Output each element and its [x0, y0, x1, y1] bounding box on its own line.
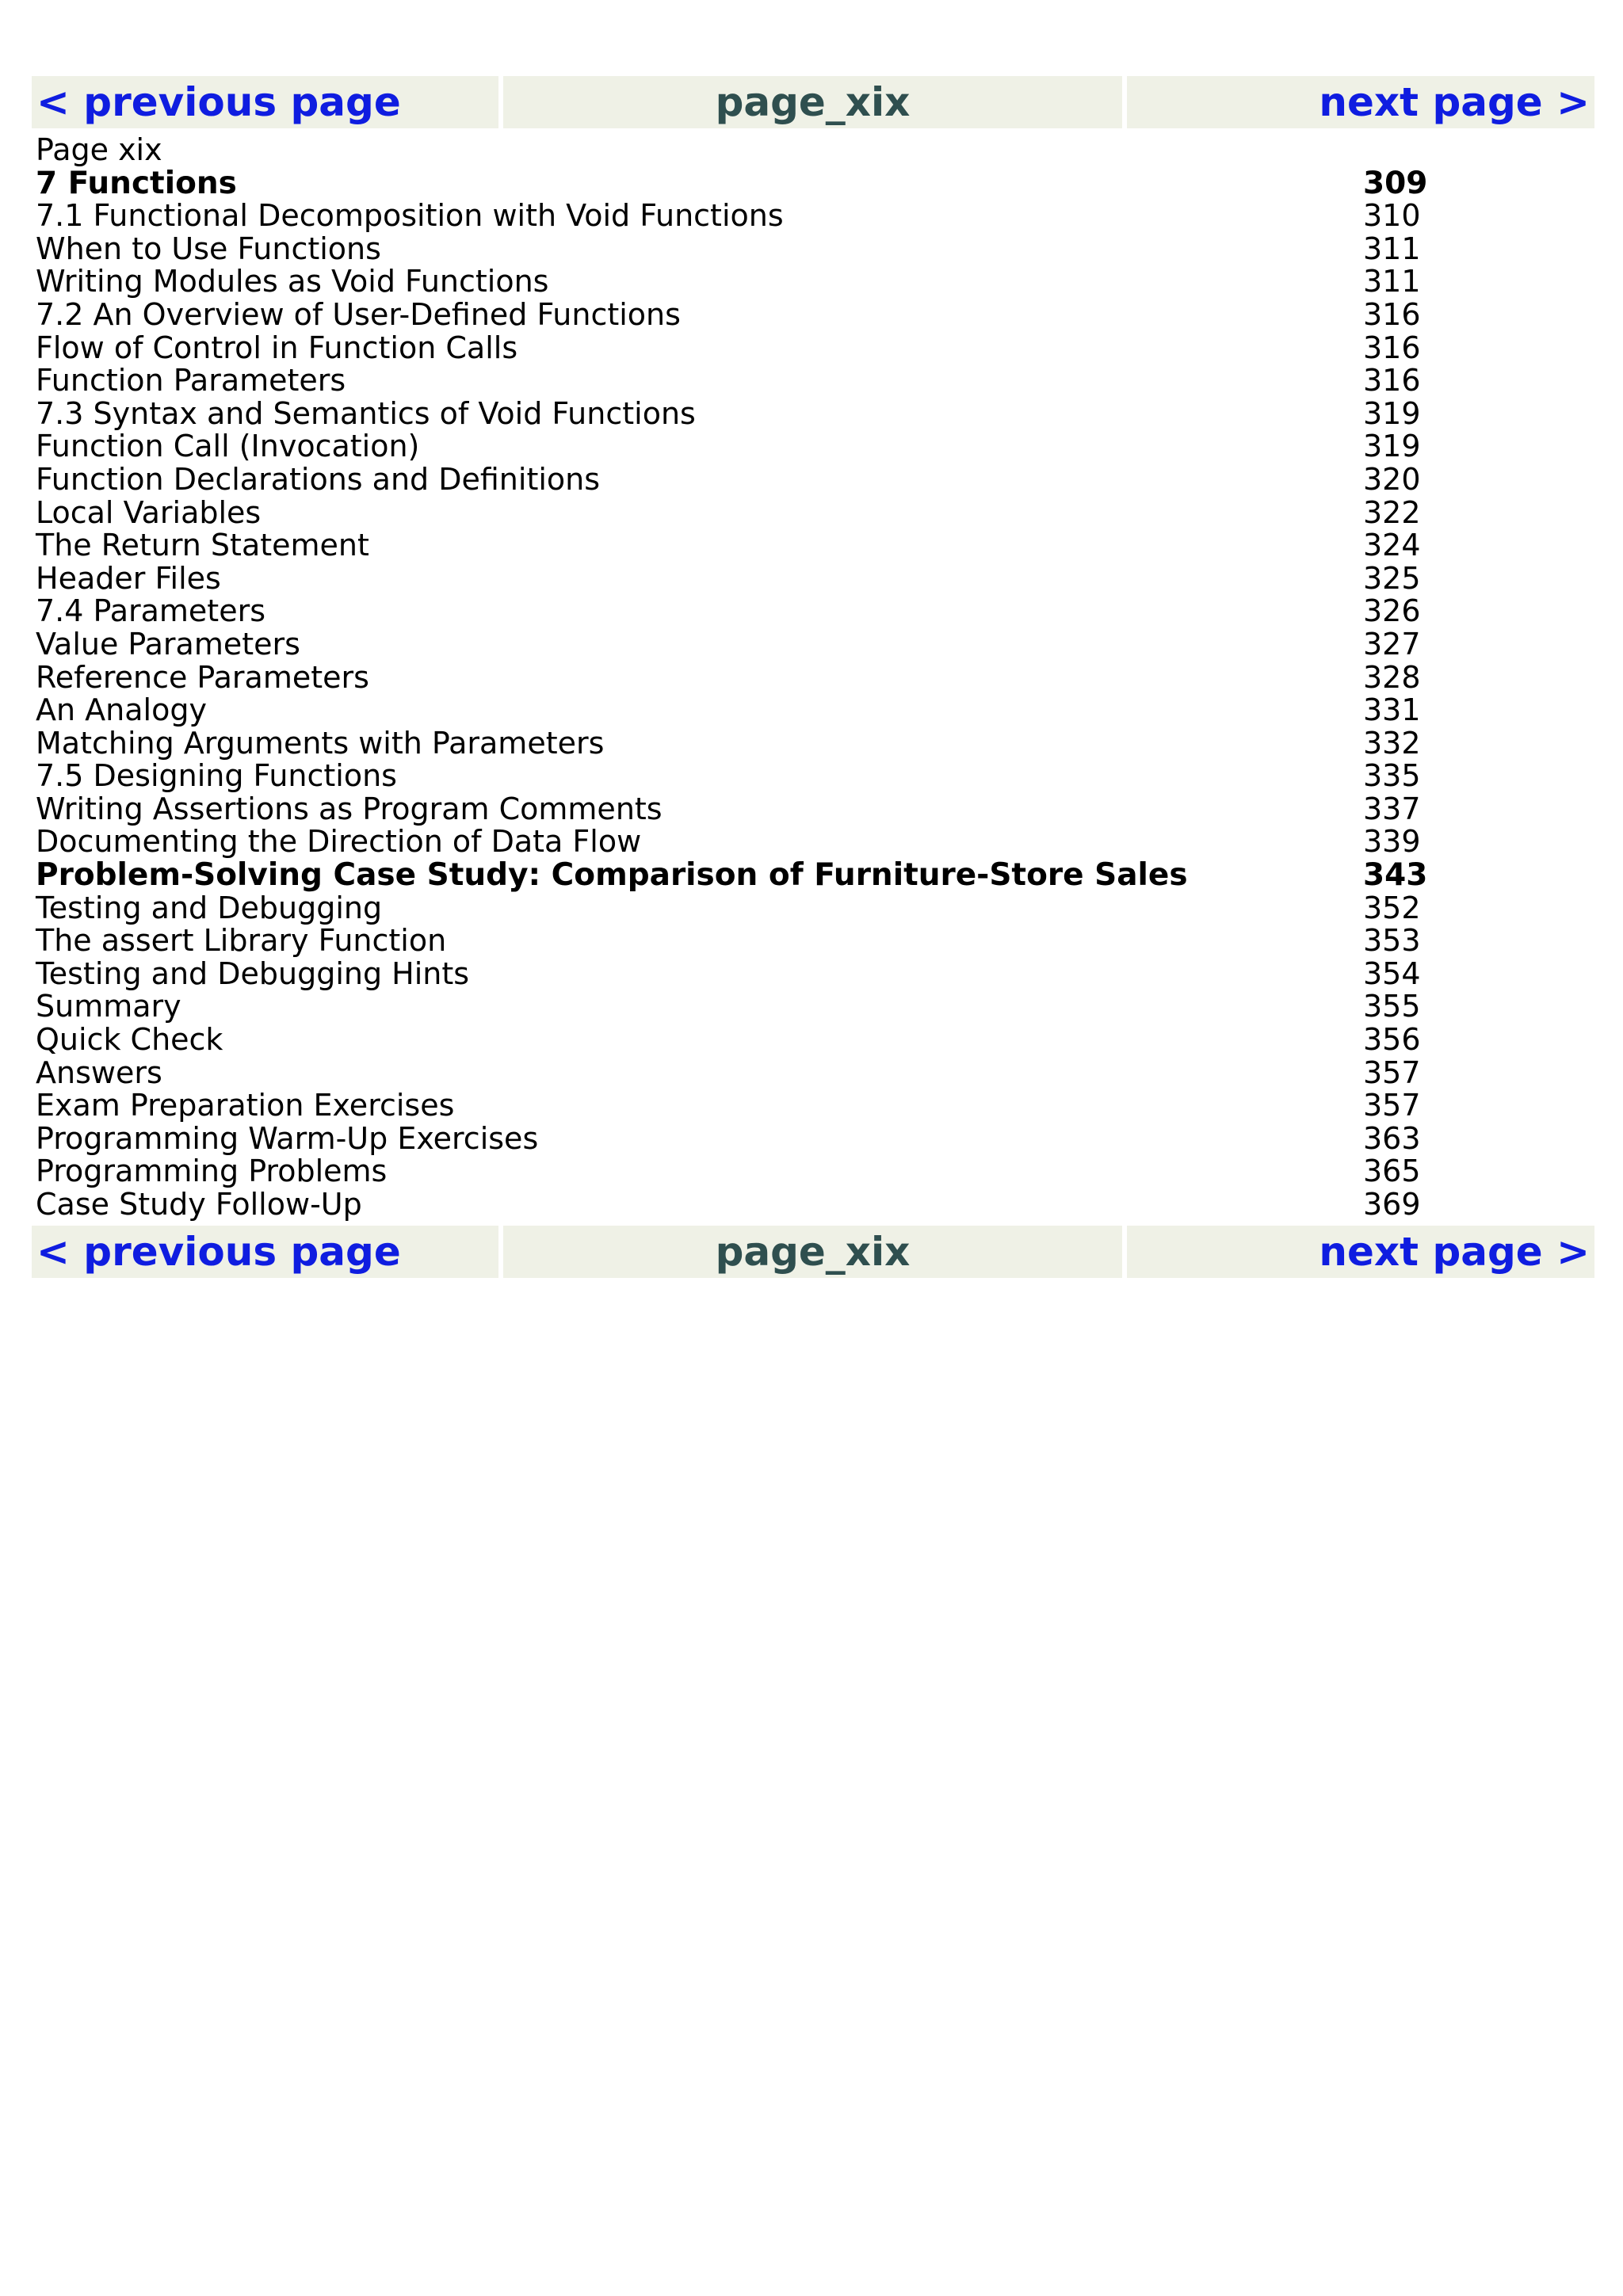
toc-entry-title: Flow of Control in Function Calls — [36, 330, 518, 365]
toc-entry-title: 7.2 An Overview of User-Defined Functions — [36, 296, 681, 332]
toc-entry — [36, 332, 1573, 365]
toc-entry — [36, 1089, 1573, 1123]
previous-page-link[interactable]: < previous page — [36, 1229, 401, 1275]
toc-entry-page-number: 353 — [1363, 923, 1421, 959]
toc-entry — [36, 1024, 1573, 1057]
toc-entry-title: Quick Check — [36, 1022, 223, 1058]
toc-entry — [36, 529, 1573, 563]
toc-entry-title: Reference Parameters — [36, 659, 369, 695]
toc-entry-title: 7.5 Designing Functions — [36, 758, 397, 794]
toc-entry-page-number: 331 — [1363, 692, 1421, 728]
toc-entry-title: Value Parameters — [36, 626, 300, 662]
toc-entry-page-number: 369 — [1363, 1187, 1421, 1222]
toc-entry-page-number: 327 — [1363, 626, 1421, 662]
toc-entry-page-number: 319 — [1363, 429, 1421, 464]
toc-entry-title: Programming Warm-Up Exercises — [36, 1120, 539, 1156]
toc-entry — [36, 364, 1573, 398]
toc-entry — [36, 694, 1573, 727]
toc-entry-title: Answers — [36, 1055, 162, 1090]
toc-entry — [36, 463, 1573, 497]
toc-entry — [36, 760, 1573, 793]
toc-entry — [36, 200, 1573, 233]
toc-entry-page-number: 337 — [1363, 791, 1421, 826]
toc-entry-page-number: 356 — [1363, 1022, 1421, 1058]
toc-entry — [36, 1155, 1573, 1188]
toc-entry-page-number: 326 — [1363, 593, 1421, 629]
toc-entry — [36, 826, 1573, 859]
toc-entry-page-number: 311 — [1363, 264, 1421, 299]
toc-entry-page-number: 363 — [1363, 1120, 1421, 1156]
toc-entry-page-number: 355 — [1363, 989, 1421, 1024]
toc-entry — [36, 265, 1573, 299]
toc-entry-page-number: 365 — [1363, 1154, 1421, 1189]
toc-entry-page-number: 343 — [1363, 857, 1428, 894]
toc-entry-page-number: 316 — [1363, 330, 1421, 365]
toc-entry-page-number: 352 — [1363, 890, 1421, 925]
page-label-cell — [503, 76, 1122, 128]
toc-entry-title: 7.4 Parameters — [36, 593, 266, 629]
toc-entry-page-number: 357 — [1363, 1088, 1421, 1123]
toc-entry — [36, 793, 1573, 826]
toc-entry-title: Matching Arguments with Parameters — [36, 725, 605, 761]
toc-entry — [36, 595, 1573, 628]
toc-entry-title: The Return Statement — [36, 528, 369, 563]
next-page-cell — [1127, 1226, 1594, 1278]
toc-entry-page-number: 322 — [1363, 494, 1421, 530]
toc-entry-title: Programming Problems — [36, 1154, 388, 1189]
toc-entry-title: Documenting the Direction of Data Flow — [36, 824, 642, 860]
toc-entry-page-number: 316 — [1363, 296, 1421, 332]
toc-entry-title: Summary — [36, 989, 181, 1024]
toc-entry — [36, 395, 1573, 431]
toc-entry — [36, 955, 1573, 991]
toc-entry-title: Local Variables — [36, 494, 262, 530]
toc-entry-page-number: 354 — [1363, 955, 1421, 991]
toc-entries — [36, 167, 1573, 1222]
toc-entry — [36, 859, 1573, 892]
toc-entry — [36, 233, 1573, 266]
toc-entry-page-number: 335 — [1363, 758, 1421, 794]
toc-entry — [36, 990, 1573, 1024]
toc-entry — [36, 892, 1573, 925]
toc-entry-page-number: 339 — [1363, 824, 1421, 860]
toc-entry — [36, 1120, 1573, 1156]
toc-entry-title: 7 Functions — [36, 165, 237, 201]
toc-entry — [36, 659, 1573, 695]
next-page-link[interactable]: next page > — [1319, 79, 1590, 125]
bottom-navigation-bar — [32, 1226, 1594, 1278]
toc-entry — [36, 1188, 1573, 1222]
toc-entry-title: 7.1 Functional Decomposition with Void Functions — [36, 198, 784, 234]
toc-entry — [36, 494, 1573, 530]
next-page-link[interactable]: next page > — [1319, 1229, 1590, 1275]
page-label-cell — [503, 1226, 1122, 1278]
toc-entry — [36, 167, 1573, 200]
toc-entry-page-number: 324 — [1363, 528, 1421, 563]
toc-entry-title: Header Files — [36, 560, 221, 596]
previous-page-link[interactable]: < previous page — [36, 79, 401, 125]
toc-entry-page-number: 328 — [1363, 659, 1421, 695]
toc-entry — [36, 430, 1573, 463]
toc-entry-title: Function Parameters — [36, 363, 346, 399]
toc-entry-title: When to Use Functions — [36, 231, 381, 266]
toc-entry-page-number: 309 — [1363, 165, 1428, 201]
toc-entry — [36, 925, 1573, 958]
page-label: page_xix — [715, 79, 911, 125]
toc-entry-page-number: 311 — [1363, 231, 1421, 266]
toc-entry — [36, 727, 1573, 761]
toc-entry-page-number: 310 — [1363, 198, 1421, 234]
top-navigation-bar — [32, 76, 1594, 128]
toc-entry-page-number: 316 — [1363, 363, 1421, 399]
toc-entry-title: Case Study Follow-Up — [36, 1187, 362, 1222]
toc-entry-title: Exam Preparation Exercises — [36, 1088, 455, 1123]
toc-entry-title: The assert Library Function — [36, 923, 447, 959]
toc-entry-page-number: 319 — [1363, 395, 1421, 431]
toc-entry-title: Problem-Solving Case Study: Comparison of Furniture-Store Sales — [36, 857, 1188, 894]
page-label: page_xix — [715, 1229, 911, 1275]
toc-entry — [36, 560, 1573, 596]
toc-entry-page-number: 357 — [1363, 1055, 1421, 1090]
toc-entry-title: Function Declarations and Definitions — [36, 461, 601, 497]
toc-entry-title: An Analogy — [36, 692, 207, 728]
toc-entry-title: Writing Modules as Void Functions — [36, 264, 549, 299]
page-heading: Page xix — [36, 132, 162, 167]
prev-page-cell — [32, 76, 498, 128]
toc-entry-title: Testing and Debugging Hints — [36, 955, 470, 991]
prev-page-cell — [32, 1226, 498, 1278]
next-page-cell — [1127, 76, 1594, 128]
toc-entry-page-number: 320 — [1363, 461, 1421, 497]
toc-entry-title: Function Call (Invocation) — [36, 429, 420, 464]
toc-entry-title: Testing and Debugging — [36, 890, 383, 925]
toc-entry — [36, 296, 1573, 332]
toc-entry — [36, 628, 1573, 662]
toc-entry-page-number: 332 — [1363, 725, 1421, 761]
toc-entry-page-number: 325 — [1363, 560, 1421, 596]
toc-entry — [36, 1057, 1573, 1090]
table-of-contents — [36, 134, 1573, 1222]
toc-entry-title: 7.3 Syntax and Semantics of Void Functions — [36, 395, 696, 431]
toc-entry-title: Writing Assertions as Program Comments — [36, 791, 663, 826]
